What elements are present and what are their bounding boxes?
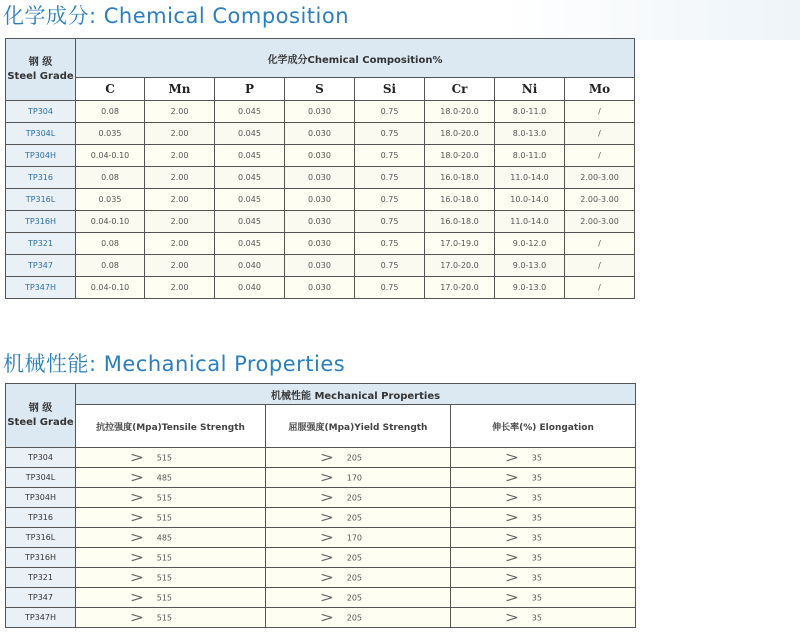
value-cell: 11.0-14.0 xyxy=(495,211,565,233)
grade-cell: TP347H xyxy=(6,608,76,628)
grade-cell: TP304L xyxy=(6,468,76,488)
table-row xyxy=(6,508,636,528)
value-text: 170 xyxy=(346,533,363,542)
value-cell xyxy=(266,608,451,628)
greater-than-symbol: > xyxy=(129,609,144,626)
value-cell xyxy=(266,488,451,508)
value-cell xyxy=(76,608,266,628)
value-cell xyxy=(451,468,636,488)
property-header: 屈服强度(Mpa)Yield Strength xyxy=(266,405,451,448)
value-cell: 17.0-20.0 xyxy=(425,277,495,299)
value-cell xyxy=(451,528,636,548)
element-header-mo: Mo xyxy=(565,78,635,101)
value-cell xyxy=(76,548,266,568)
grade-cell: TP316H xyxy=(6,548,76,568)
value-cell: 0.035 xyxy=(76,189,145,211)
value-text: 205 xyxy=(346,573,363,582)
value-cell: 0.045 xyxy=(215,167,285,189)
grade-cell: TP316 xyxy=(6,167,76,189)
greater-than-symbol: > xyxy=(319,609,334,626)
value-cell xyxy=(76,568,266,588)
table-row xyxy=(6,548,636,568)
value-text: 35 xyxy=(531,533,542,542)
value-text: 515 xyxy=(156,593,173,602)
greater-than-symbol: > xyxy=(319,569,334,586)
grade-cell: TP316H xyxy=(6,211,76,233)
value-cell: 10.0-14.0 xyxy=(495,189,565,211)
grade-cell: TP304L xyxy=(6,123,76,145)
value-cell: 0.08 xyxy=(76,233,145,255)
grade-header-en: Steel Grade xyxy=(7,70,74,82)
value-cell: 0.040 xyxy=(215,255,285,277)
element-header-p: P xyxy=(215,78,285,101)
value-cell xyxy=(266,468,451,488)
grade-cell: TP347 xyxy=(6,588,76,608)
greater-than-symbol: > xyxy=(504,549,519,566)
value-cell: 0.04-0.10 xyxy=(76,145,145,167)
table-row xyxy=(6,468,636,488)
value-cell xyxy=(266,568,451,588)
greater-than-symbol: > xyxy=(129,509,144,526)
value-cell xyxy=(266,548,451,568)
value-cell: 0.030 xyxy=(285,211,355,233)
value-cell: 8.0-11.0 xyxy=(495,145,565,167)
greater-than-symbol: > xyxy=(504,589,519,606)
value-cell: 2.00-3.00 xyxy=(565,189,635,211)
grade-cell: TP316L xyxy=(6,189,76,211)
value-text: 205 xyxy=(346,513,363,522)
greater-than-symbol: > xyxy=(504,569,519,586)
greater-than-symbol: > xyxy=(129,529,144,546)
table-row xyxy=(6,528,636,548)
value-text: 515 xyxy=(156,453,173,462)
greater-than-symbol: > xyxy=(129,469,144,486)
value-cell xyxy=(76,468,266,488)
value-cell xyxy=(76,528,266,548)
table-row xyxy=(6,123,635,145)
value-text: 205 xyxy=(346,493,363,502)
greater-than-symbol: > xyxy=(504,509,519,526)
element-header-c: C xyxy=(76,78,145,101)
property-header: 伸长率(%) Elongation xyxy=(451,405,636,448)
value-cell: 2.00 xyxy=(145,255,215,277)
value-text: 35 xyxy=(531,593,542,602)
greater-than-symbol: > xyxy=(319,469,334,486)
element-header-cr: Cr xyxy=(425,78,495,101)
grade-cell: TP321 xyxy=(6,568,76,588)
grade-cell: TP347H xyxy=(6,277,76,299)
value-cell: 9.0-13.0 xyxy=(495,255,565,277)
value-text: 170 xyxy=(346,473,363,482)
table-row xyxy=(6,588,636,608)
element-header-mn: Mn xyxy=(145,78,215,101)
value-cell: 2.00 xyxy=(145,211,215,233)
value-cell: 2.00-3.00 xyxy=(565,167,635,189)
value-cell: 0.75 xyxy=(355,167,425,189)
table-row xyxy=(6,448,636,468)
value-cell: 0.75 xyxy=(355,211,425,233)
value-cell: / xyxy=(565,255,635,277)
value-text: 205 xyxy=(346,553,363,562)
value-cell xyxy=(266,508,451,528)
value-cell: 0.045 xyxy=(215,101,285,123)
element-header-si: Si xyxy=(355,78,425,101)
value-cell: 0.75 xyxy=(355,277,425,299)
greater-than-symbol: > xyxy=(504,469,519,486)
chemical-grade-header xyxy=(6,39,76,101)
greater-than-symbol: > xyxy=(319,589,334,606)
table-row xyxy=(6,211,635,233)
value-cell: 0.75 xyxy=(355,255,425,277)
value-cell: 2.00 xyxy=(145,101,215,123)
value-cell xyxy=(76,588,266,608)
grade-cell: TP316L xyxy=(6,528,76,548)
grade-cell: TP347 xyxy=(6,255,76,277)
value-cell xyxy=(266,528,451,548)
greater-than-symbol: > xyxy=(504,489,519,506)
value-cell: 16.0-18.0 xyxy=(425,167,495,189)
table-row xyxy=(6,145,635,167)
value-text: 485 xyxy=(156,533,173,542)
value-cell: 2.00 xyxy=(145,189,215,211)
header-fade xyxy=(500,0,800,40)
value-text: 35 xyxy=(531,553,542,562)
value-cell: 8.0-11.0 xyxy=(495,101,565,123)
value-cell: 2.00 xyxy=(145,277,215,299)
element-header-ni: Ni xyxy=(495,78,565,101)
property-header: 抗拉强度(Mpa)Tensile Strength xyxy=(76,405,266,448)
greater-than-symbol: > xyxy=(129,569,144,586)
greater-than-symbol: > xyxy=(504,529,519,546)
table-row xyxy=(6,189,635,211)
table-row xyxy=(6,568,636,588)
value-cell xyxy=(266,588,451,608)
greater-than-symbol: > xyxy=(129,589,144,606)
value-cell: 18.0-20.0 xyxy=(425,101,495,123)
greater-than-symbol: > xyxy=(319,509,334,526)
greater-than-symbol: > xyxy=(319,549,334,566)
value-cell xyxy=(76,488,266,508)
table-row xyxy=(6,488,636,508)
value-cell: 0.030 xyxy=(285,145,355,167)
value-cell xyxy=(76,508,266,528)
greater-than-symbol: > xyxy=(129,489,144,506)
value-cell: 0.030 xyxy=(285,101,355,123)
grade-cell: TP304 xyxy=(6,448,76,468)
value-cell: 0.045 xyxy=(215,189,285,211)
value-cell: 0.08 xyxy=(76,167,145,189)
mechanical-main-header: 机械性能 Mechanical Properties xyxy=(76,384,636,405)
chemical-main-header: 化学成分Chemical Composition% xyxy=(76,39,635,78)
value-cell: 2.00 xyxy=(145,145,215,167)
value-text: 205 xyxy=(346,593,363,602)
grade-header-cn: 钢 级 xyxy=(28,56,53,68)
value-cell xyxy=(451,508,636,528)
value-cell: / xyxy=(565,233,635,255)
value-cell: 18.0-20.0 xyxy=(425,145,495,167)
greater-than-symbol: > xyxy=(319,489,334,506)
value-text: 515 xyxy=(156,513,173,522)
value-cell: 17.0-19.0 xyxy=(425,233,495,255)
value-cell: 0.045 xyxy=(215,233,285,255)
value-cell xyxy=(451,568,636,588)
value-text: 515 xyxy=(156,553,173,562)
value-text: 515 xyxy=(156,493,173,502)
grade-header-en: Steel Grade xyxy=(7,416,74,428)
grade-cell: TP321 xyxy=(6,233,76,255)
value-cell xyxy=(451,548,636,568)
value-cell: 0.030 xyxy=(285,123,355,145)
table-row xyxy=(6,255,635,277)
value-cell xyxy=(451,448,636,468)
value-cell xyxy=(266,448,451,468)
grade-cell: TP316 xyxy=(6,508,76,528)
value-cell: 0.030 xyxy=(285,167,355,189)
element-header-s: S xyxy=(285,78,355,101)
grade-header-cn: 钢 级 xyxy=(28,402,53,414)
mechanical-properties-table xyxy=(5,383,636,628)
value-cell: 0.030 xyxy=(285,255,355,277)
value-cell: 0.030 xyxy=(285,277,355,299)
value-cell: 0.035 xyxy=(76,123,145,145)
chemical-section-title: 化学成分: Chemical Composition xyxy=(3,4,350,28)
value-cell: 0.040 xyxy=(215,277,285,299)
value-cell: 0.08 xyxy=(76,255,145,277)
value-text: 35 xyxy=(531,473,542,482)
value-cell: 0.045 xyxy=(215,211,285,233)
grade-cell: TP304 xyxy=(6,101,76,123)
value-cell: 11.0-14.0 xyxy=(495,167,565,189)
value-cell: 0.04-0.10 xyxy=(76,211,145,233)
value-cell: 0.75 xyxy=(355,101,425,123)
value-cell: 2.00 xyxy=(145,233,215,255)
greater-than-symbol: > xyxy=(319,529,334,546)
value-text: 485 xyxy=(156,473,173,482)
value-cell: 0.030 xyxy=(285,233,355,255)
value-text: 35 xyxy=(531,613,542,622)
value-cell: 0.75 xyxy=(355,123,425,145)
value-cell: 9.0-13.0 xyxy=(495,277,565,299)
value-text: 205 xyxy=(346,613,363,622)
chemical-composition-table xyxy=(5,38,635,299)
greater-than-symbol: > xyxy=(129,449,144,466)
value-text: 35 xyxy=(531,453,542,462)
grade-cell: TP304H xyxy=(6,488,76,508)
value-cell: / xyxy=(565,101,635,123)
table-row xyxy=(6,233,635,255)
table-row xyxy=(6,277,635,299)
value-cell: 16.0-18.0 xyxy=(425,189,495,211)
value-cell: 18.0-20.0 xyxy=(425,123,495,145)
mechanical-grade-header xyxy=(6,384,76,448)
value-cell: 2.00 xyxy=(145,167,215,189)
greater-than-symbol: > xyxy=(504,449,519,466)
value-cell: / xyxy=(565,277,635,299)
value-text: 35 xyxy=(531,513,542,522)
value-cell: 0.75 xyxy=(355,233,425,255)
value-cell: 0.030 xyxy=(285,189,355,211)
value-cell xyxy=(451,608,636,628)
table-row xyxy=(6,101,635,123)
greater-than-symbol: > xyxy=(129,549,144,566)
value-text: 35 xyxy=(531,493,542,502)
value-cell: 2.00 xyxy=(145,123,215,145)
greater-than-symbol: > xyxy=(504,609,519,626)
value-cell: / xyxy=(565,145,635,167)
value-cell: 8.0-13.0 xyxy=(495,123,565,145)
table-row xyxy=(6,608,636,628)
value-cell: 16.0-18.0 xyxy=(425,211,495,233)
value-text: 515 xyxy=(156,613,173,622)
grade-cell: TP304H xyxy=(6,145,76,167)
value-cell: 2.00-3.00 xyxy=(565,211,635,233)
table-row xyxy=(6,167,635,189)
value-cell: 17.0-20.0 xyxy=(425,255,495,277)
value-cell: 0.75 xyxy=(355,189,425,211)
value-cell: 0.045 xyxy=(215,145,285,167)
value-cell xyxy=(76,448,266,468)
value-cell: 0.75 xyxy=(355,145,425,167)
value-cell: 0.08 xyxy=(76,101,145,123)
value-cell: 9.0-12.0 xyxy=(495,233,565,255)
value-cell xyxy=(451,488,636,508)
value-text: 515 xyxy=(156,573,173,582)
value-cell: 0.045 xyxy=(215,123,285,145)
mechanical-section-title: 机械性能: Mechanical Properties xyxy=(3,352,346,376)
value-text: 205 xyxy=(346,453,363,462)
value-cell: 0.04-0.10 xyxy=(76,277,145,299)
value-cell: / xyxy=(565,123,635,145)
value-cell xyxy=(451,588,636,608)
greater-than-symbol: > xyxy=(319,449,334,466)
value-text: 35 xyxy=(531,573,542,582)
